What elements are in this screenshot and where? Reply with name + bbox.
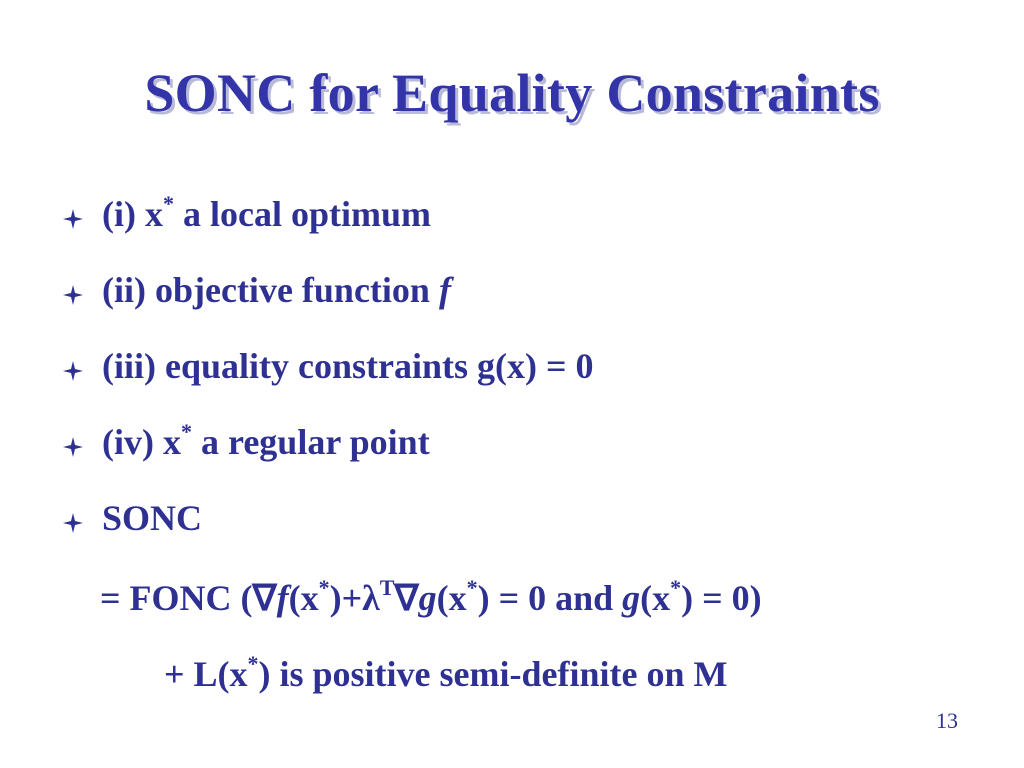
bullet-item-label: (iii) equality constraints g(x) = 0 xyxy=(102,346,594,386)
bullet-item-label: SONC xyxy=(102,498,203,538)
four-point-star-bullet-icon xyxy=(62,284,84,306)
bullet-item-label: (i) x* a local optimum xyxy=(102,191,431,234)
fonc-condition-line: = FONC ($\nabla f(x^*)+\lambda^T\nabla g(x^*) = 0$ and g(x*) = 0) xyxy=(100,575,762,618)
four-point-star-bullet-icon xyxy=(62,360,84,382)
positive-semidefinite-condition-line: + L(x*) is positive semi-definite on M xyxy=(164,651,728,694)
four-point-star-bullet-icon xyxy=(62,208,84,230)
bullet-item-label: (ii) objective function f xyxy=(102,270,451,310)
page-number: 13 xyxy=(936,708,958,733)
four-point-star-bullet-icon xyxy=(62,512,84,534)
slide-title: SONC for Equality Constraints xyxy=(144,63,880,123)
bullet-item-label: (iv) x* a regular point xyxy=(102,419,430,462)
four-point-star-bullet-icon xyxy=(62,436,84,458)
